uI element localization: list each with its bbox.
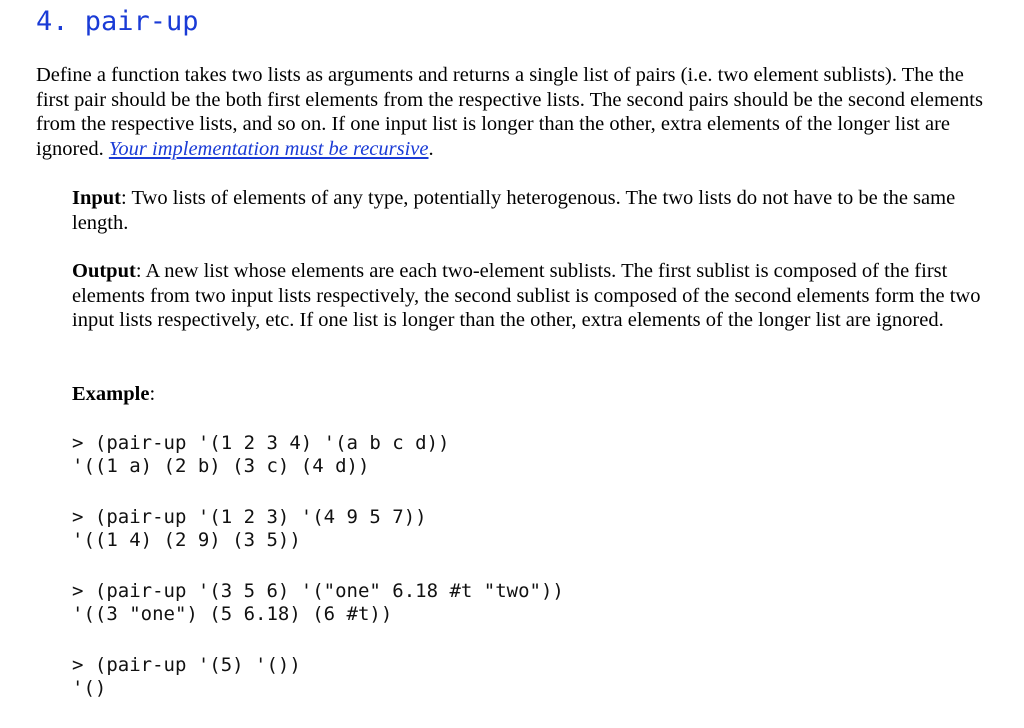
section-heading: 4. pair-up — [36, 6, 199, 37]
example-call: > (pair-up '(1 2 3) '(4 9 5 7)) — [72, 506, 427, 528]
example-result: '((3 "one") (5 6.18) (6 #t)) — [72, 603, 393, 625]
example-block-4 — [72, 654, 301, 700]
example-call: > (pair-up '(5) '()) — [72, 654, 301, 676]
description-end: . — [428, 138, 434, 161]
example-block-2 — [72, 506, 427, 552]
example-label: Example — [72, 383, 150, 405]
input-spec — [72, 186, 1002, 235]
example-result: '() — [72, 677, 107, 699]
example-call: > (pair-up '(3 5 6) '("one" 6.18 #t "two")) — [72, 580, 564, 602]
recursion-requirement: Your implementation must be recursive — [108, 138, 429, 161]
example-result: '((1 4) (2 9) (3 5)) — [72, 529, 301, 551]
input-label: Input — [72, 187, 122, 209]
input-text: : Two lists of elements of any type, potentially heterogenous. The two lists do not have to be the same length. — [72, 187, 956, 234]
description-text: Define a function takes two lists as arguments and returns a single list of pairs (i.e. two element sublists). The the first pair should be the both first elements from the respective lists. The second pairs should be the second elements from the respective lists, and so on. If one input list is longer than the other, extra elements of the longer list are ignored. — [36, 64, 983, 161]
example-call: > (pair-up '(1 2 3 4) '(a b c d)) — [72, 432, 450, 454]
output-label: Output — [72, 260, 136, 282]
example-heading — [72, 382, 1002, 407]
example-colon: : — [149, 383, 156, 405]
example-block-3 — [72, 580, 564, 626]
example-result: '((1 a) (2 b) (3 c) (4 d)) — [72, 455, 370, 477]
output-spec — [72, 259, 1002, 333]
example-block-1 — [72, 432, 450, 478]
output-text: : A new list whose elements are each two-element sublists. The first sublist is composed of the first elements from two input lists respectively, the second sublist is composed of the second elements form the two input lists respectively, etc. If one list is longer than the other, extra elements of the longer list are ignored. — [72, 260, 981, 332]
problem-description — [36, 63, 996, 162]
